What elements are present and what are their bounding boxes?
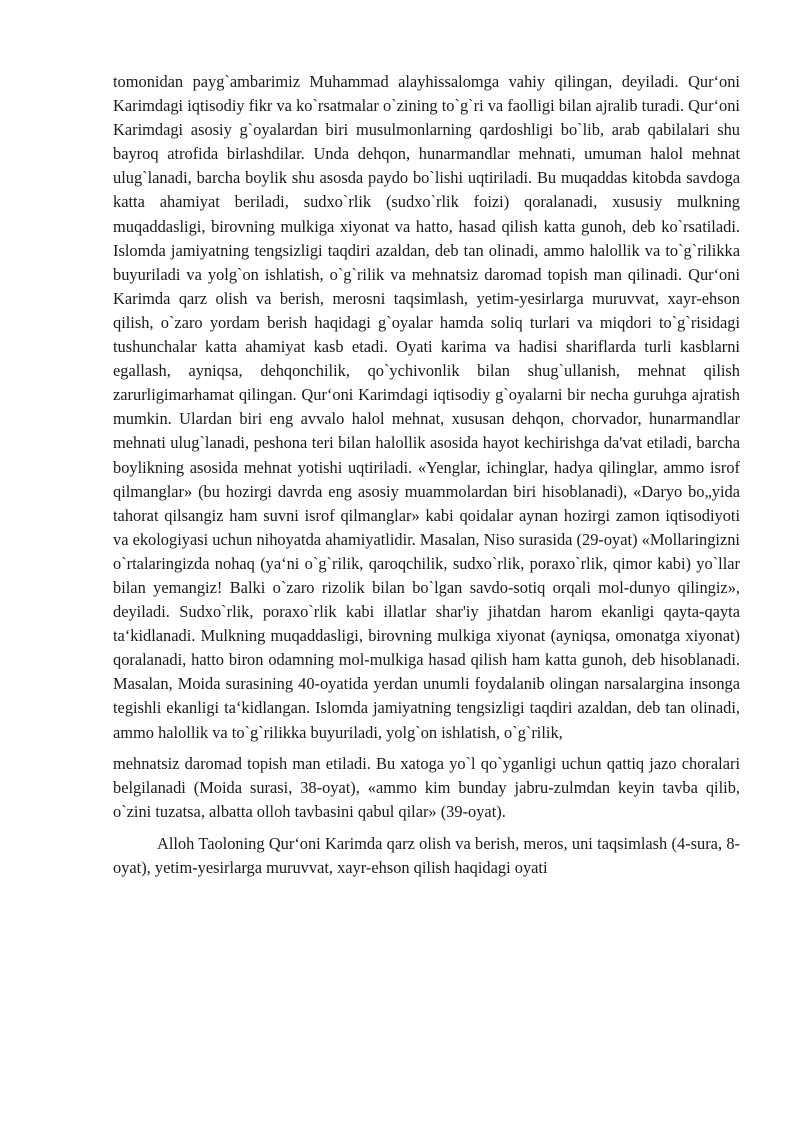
- document-page: [113, 70, 740, 880]
- paragraph-3: Alloh Taoloning Qur‘oni Karimda qarz olish va berish, meros, uni taqsimlash (4-sura, 8-oyat), yetim-yesirlarga muruvvat, xayr-ehson qilish haqidagi oyati: [113, 833, 740, 877]
- paragraph-1: tomonidan payg`ambarimiz Muhammad alayhissalomga vahiy qilingan, deyiladi. Qur‘oni Karimdagi iqtisodiy fikr va ko`rsatmalar o`zining to`g`ri va faolligi bilan ajralib turadi. Qur‘oni Karimdagi asosiy g`oyalardan biri musulmonlarning qardoshligi bo`lib, arab qabilalari shu bayroq atrofida birlashdilar. Unda dehqon, hunarmandlar mehnati, umuman halol mehnat ulug`lanadi, barcha boylik shu asosda paydo bo`lishi uqtiriladi. Bu muqaddas kitobda savdoga katta ahamiyat beriladi, sudxo`rlik (sudxo`rlik foizi) qoralanadi, xususiy mulkning muqaddasligi, birovning mulkiga xiyonat va hatto, hasad qilish katta gunoh, deb ko`rsatiladi. Islomda jamiyatning tengsizligi taqdiri azaldan, deb tan olinadi, ammo halollik va to`g`rilikka buyuriladi va yolg`on ishlatish, o`g`rilik va mehnatsiz daromad topish man qilinadi. Qur‘oni Karimda qarz olish va berish, merosni taqsimlash, yetim-yesirlarga muruvvat, xayr-ehson qilish, o`zaro yordam berish haqidagi g`oyalar hamda soliq turlari va miqdori to`g`risidagi tushunchalar katta ahamiyat kasb etadi. Oyati karima va hadisi shariflarda turli kasblarni egallash, ayniqsa, dehqonchilik, qo`ychivonlik bilan shug`ullanish, mehnat qilish zarurligimarhamat qilingan. Qur‘oni Karimdagi iqtisodiy g`oyalarni bir necha guruhga ajratish mumkin. Ulardan biri eng avvalo halol mehnat, xususan dehqon, chorvador, hunarmandlar mehnati ulug`lanadi, peshona teri bilan halollik asosida hayot kechirishga da'vat etiladi, barcha boylikning asosida mehnat yotishi uqtiriladi. «Yenglar, ichinglar, hadya qilinglar, ammo isrof qilmanglar» (bu hozirgi davrda eng asosiy muammolardan biri hisoblanadi), «Daryo bo„yida tahorat qilsangiz ham suvni isrof qilmanglar» kabi qoidalar aynan hozirgi zamon iqtisodiyoti va ekologiyasi uchun nihoyatda ahamiyatlidir. Masalan, Niso surasida (29-oyat) «Mollaringizni o`rtalaringizda nohaq (ya‘ni o`g`rilik, qaroqchilik, sudxo`rlik, poraxo`rlik, qimor kabi) yo`llar bilan yemangiz! Balki o`zaro rizolik bilan bo`lgan savdo-sotiq orqali mol-dunyo qilingiz», deyiladi. Sudxo`rlik, poraxo`rlik kabi illatlar shar'iy jihatdan harom ekanligi qayta-qayta ta‘kidlanadi. Mulkning muqaddasligi, birovning mulkiga xiyonat (ayniqsa, omonatga xiyonat) qoralanadi, hatto biron odamning mol-mulkiga hasad qilish ham katta gunoh, deb hisoblanadi. Masalan, Moida surasining 40-oyatida yerdan unumli foydalanib olingan narsalargina insonga tegishli ekanligi ta‘kidlangan. Islomda jamiyatning tengsizligi taqdiri azaldan, deb tan olinadi, ammo halollik va to`g`rilikka buyuriladi, yolg`on ishlatish, o`g`rilik,: [113, 72, 740, 742]
- paragraph-2: mehnatsiz daromad topish man etiladi. Bu xatoga yo`l qo`yganligi uchun qattiq jazo choralari belgilanadi (Moida surasi, 38-oyat), «ammo kim bunday jabru-zulmdan keyin tavba qilib, o`zini tuzatsa, albatta olloh tavbasini qabul qilar» (39-oyat).: [113, 753, 740, 821]
